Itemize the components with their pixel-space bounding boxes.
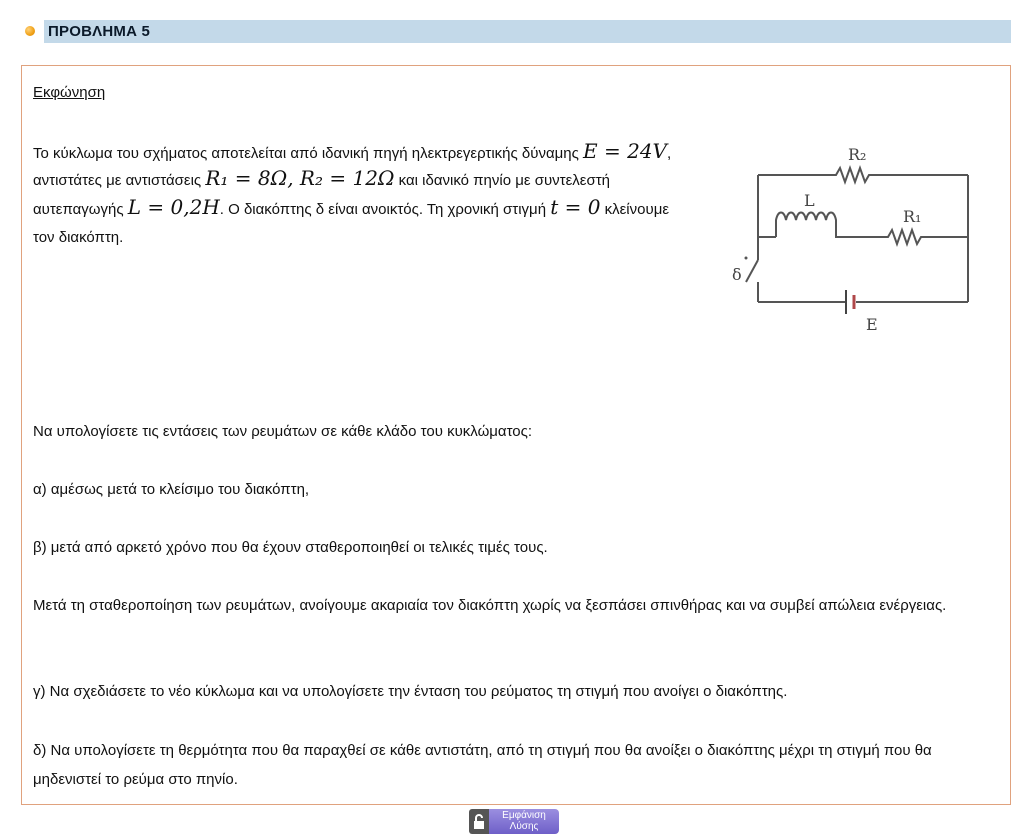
equation-inductance: L = 0,2H xyxy=(127,195,220,219)
statement-heading: Εκφώνηση xyxy=(33,84,106,101)
statement-text: αντιστάτες με αντιστάσεις xyxy=(33,172,202,189)
label-r2: R₂ xyxy=(848,145,867,164)
bullet-icon xyxy=(25,26,35,36)
switch-contact xyxy=(745,257,748,260)
statement-line-4: τον διακόπτη. xyxy=(33,229,124,246)
resistor-r2 xyxy=(758,168,968,182)
show-solution-button[interactable] xyxy=(469,809,559,834)
instruction-text: Να υπολογίσετε τις εντάσεις των ρευμάτων σε κάθε κλάδο του κυκλώματος: xyxy=(33,423,533,440)
statement-text: και ιδανικό πηνίο με συντελεστή xyxy=(398,172,610,189)
show-solution-label-line-1: Εμφάνιση xyxy=(502,810,546,821)
question-b: β) μετά από αρκετό χρόνο που θα έχουν σταθεροποιηθεί οι τελικές τιμές τους. xyxy=(33,539,548,556)
label-switch: δ xyxy=(732,265,742,284)
label-e: E xyxy=(866,315,878,334)
lock-icon xyxy=(469,809,489,834)
statement-line-3 xyxy=(33,196,669,221)
equation-time: t = 0 xyxy=(550,195,601,219)
show-solution-label xyxy=(489,809,559,834)
problem-title: ΠΡΟΒΛΗΜΑ 5 xyxy=(48,23,151,40)
show-solution-label-line-2: Λύσης xyxy=(509,821,539,832)
circuit-diagram xyxy=(728,140,978,340)
question-d: δ) Να υπολογίσετε τη θερμότητα που θα παραχθεί σε κάθε αντιστάτη, από τη στιγμή που θα ανοίξει ο διακόπτης μέχρι τη στιγμή που θα μηδενιστεί το ρεύμα στο πηνίο. xyxy=(33,742,932,788)
statement-text: . Ο διακόπτης δ είναι ανοικτός. Τη χρονική στιγμή xyxy=(219,201,547,218)
statement-text: , xyxy=(667,145,672,162)
statement-line-1 xyxy=(33,140,671,165)
equation-emf: E = 24V xyxy=(583,139,667,163)
question-c: γ) Να σχεδιάσετε το νέο κύκλωμα και να υπολογίσετε την ένταση του ρεύματος τη στιγμή που ανοίγει ο διακόπτης. xyxy=(33,683,788,700)
switch-blade xyxy=(746,260,758,282)
inductor-l xyxy=(776,213,843,238)
question-a: α) αμέσως μετά το κλείσιμο του διακόπτη, xyxy=(33,481,310,498)
label-r1: R₁ xyxy=(903,207,922,226)
resistor-r1 xyxy=(843,230,968,244)
label-l: L xyxy=(804,191,815,210)
title-bar xyxy=(44,20,1011,43)
equation-resistances: R₁ = 8Ω, R₂ = 12Ω xyxy=(205,166,395,190)
statement-text: κλείνουμε xyxy=(604,201,670,218)
statement-line-2 xyxy=(33,167,610,192)
statement-text: αυτεπαγωγής xyxy=(33,201,124,218)
open-switch-text: Μετά τη σταθεροποίηση των ρευμάτων, ανοίγουμε ακαριαία τον διακόπτη χωρίς να ξεσπάσει σπινθήρας και να συμβεί απώλεια ενέργειας. xyxy=(33,597,947,614)
statement-text: Το κύκλωμα του σχήματος αποτελείται από ιδανική πηγή ηλεκτρεγερτικής δύναμης xyxy=(33,145,579,162)
